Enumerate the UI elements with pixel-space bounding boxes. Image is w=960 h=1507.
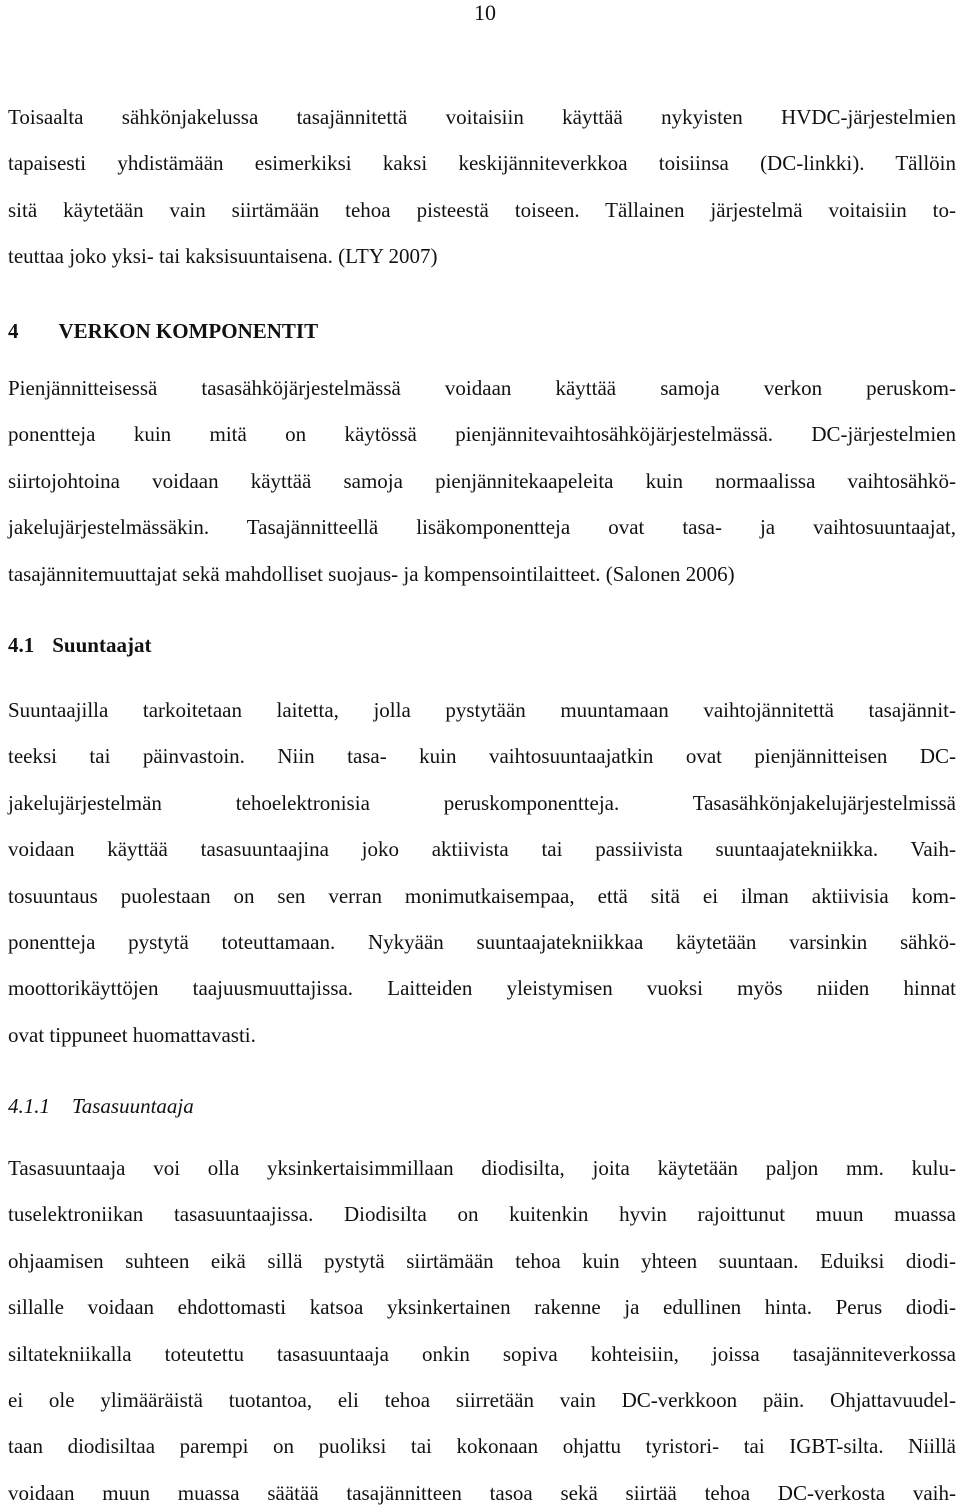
- subsection-number: 4.1: [8, 633, 35, 657]
- text-line: ohjaamisen suhteen eikä sillä pystytä siirtämään tehoa kuin yhteen suuntaan. Eduiksi diodi-: [8, 1249, 956, 1273]
- text-line: sitä käytetään vain siirtämään tehoa pisteestä toiseen. Tällainen järjestelmä voitaisiin to-: [8, 198, 956, 222]
- subsubsection-title: Tasasuuntaaja: [72, 1094, 194, 1118]
- text-line: Suuntaajilla tarkoitetaan laitetta, jolla pystytään muuntamaan vaihtojännitettä tasajännit-: [8, 698, 956, 722]
- text-line: ponentteja pystytä toteuttamaan. Nykyään suuntaajatekniikkaa käytetään varsinkin sähkö-: [8, 930, 956, 954]
- text-line: ovat tippuneet huomattavasti.: [8, 1023, 256, 1047]
- text-line: moottorikäyttöjen taajuusmuuttajissa. Laitteiden yleistymisen vuoksi myös niiden hinnat: [8, 976, 956, 1000]
- section-heading: [8, 318, 318, 344]
- text-line: jakelujärjestelmän tehoelektronisia peruskomponentteja. Tasasähkönjakelujärjestelmissä: [8, 791, 956, 815]
- section-title: VERKON KOMPONENTIT: [58, 319, 319, 343]
- text-line: ei ole ylimääräistä tuotantoa, eli tehoa siirretään vain DC-verkkoon päin. Ohjattavuudel-: [8, 1388, 956, 1412]
- text-line: tosuuntaus puolestaan on sen verran monimutkaisempaa, että sitä ei ilman aktiivisia kom-: [8, 884, 956, 908]
- text-line: jakelujärjestelmässäkin. Tasajännitteellä lisäkomponentteja ovat tasa- ja vaihtosuuntaajat,: [8, 515, 956, 539]
- text-line: Pienjännitteisessä tasasähköjärjestelmässä voidaan käyttää samoja verkon peruskom-: [8, 376, 956, 400]
- text-line: teeksi tai päinvastoin. Niin tasa- kuin vaihtosuuntaajatkin ovat pienjännitteisen DC-: [8, 744, 956, 768]
- text-line: tasajännitemuuttajat sekä mahdolliset suojaus- ja kompensointilaitteet. (Salonen 2006): [8, 562, 735, 586]
- text-line: siirtojohtoina voidaan käyttää samoja pienjännitekaapeleita kuin normaalissa vaihtosähkö-: [8, 469, 956, 493]
- text-line: teuttaa joko yksi- tai kaksisuuntaisena. (LTY 2007): [8, 244, 438, 268]
- text-line: tuselektroniikan tasasuuntaajissa. Diodisilta on kuitenkin hyvin rajoittunut muun muassa: [8, 1202, 956, 1226]
- text-line: Toisaalta sähkönjakelussa tasajännitettä voitaisiin käyttää nykyisten HVDC-järjestelmien: [8, 105, 956, 129]
- subsubsection-number: 4.1.1: [8, 1094, 50, 1118]
- text-line: voidaan käyttää tasasuuntaajina joko aktiivista tai passiivista suuntaajatekniikka. Vaih-: [8, 837, 956, 861]
- section-number: 4: [8, 319, 19, 343]
- text-line: ponentteja kuin mitä on käytössä pienjännitevaihtosähköjärjestelmässä. DC-järjestelmien: [8, 422, 956, 446]
- text-line: tapaisesti yhdistämään esimerkiksi kaksi keskijänniteverkkoa toisiinsa (DC-linkki). Tällöin: [8, 151, 956, 175]
- subsubsection-heading: [8, 1093, 194, 1119]
- text-line: Tasasuuntaaja voi olla yksinkertaisimmillaan diodisilta, joita käytetään paljon mm. kulu-: [8, 1156, 956, 1180]
- text-line: siltatekniikalla toteutettu tasasuuntaaja onkin sopiva kohteisiin, joissa tasajänniteverkossa: [8, 1342, 956, 1366]
- text-line: voidaan muun muassa säätää tasajännitteen tasoa sekä siirtää tehoa DC-verkosta vaih-: [8, 1481, 956, 1505]
- page-number: 10: [474, 0, 496, 25]
- subsection-title: Suuntaajat: [52, 633, 152, 657]
- text-line: taan diodisiltaa parempi on puoliksi tai kokonaan ohjattu tyristori- tai IGBT-silta. Niillä: [8, 1434, 956, 1458]
- text-line: sillalle voidaan ehdottomasti katsoa yksinkertainen rakenne ja edullinen hinta. Perus diodi-: [8, 1295, 956, 1319]
- subsection-heading: [8, 632, 151, 658]
